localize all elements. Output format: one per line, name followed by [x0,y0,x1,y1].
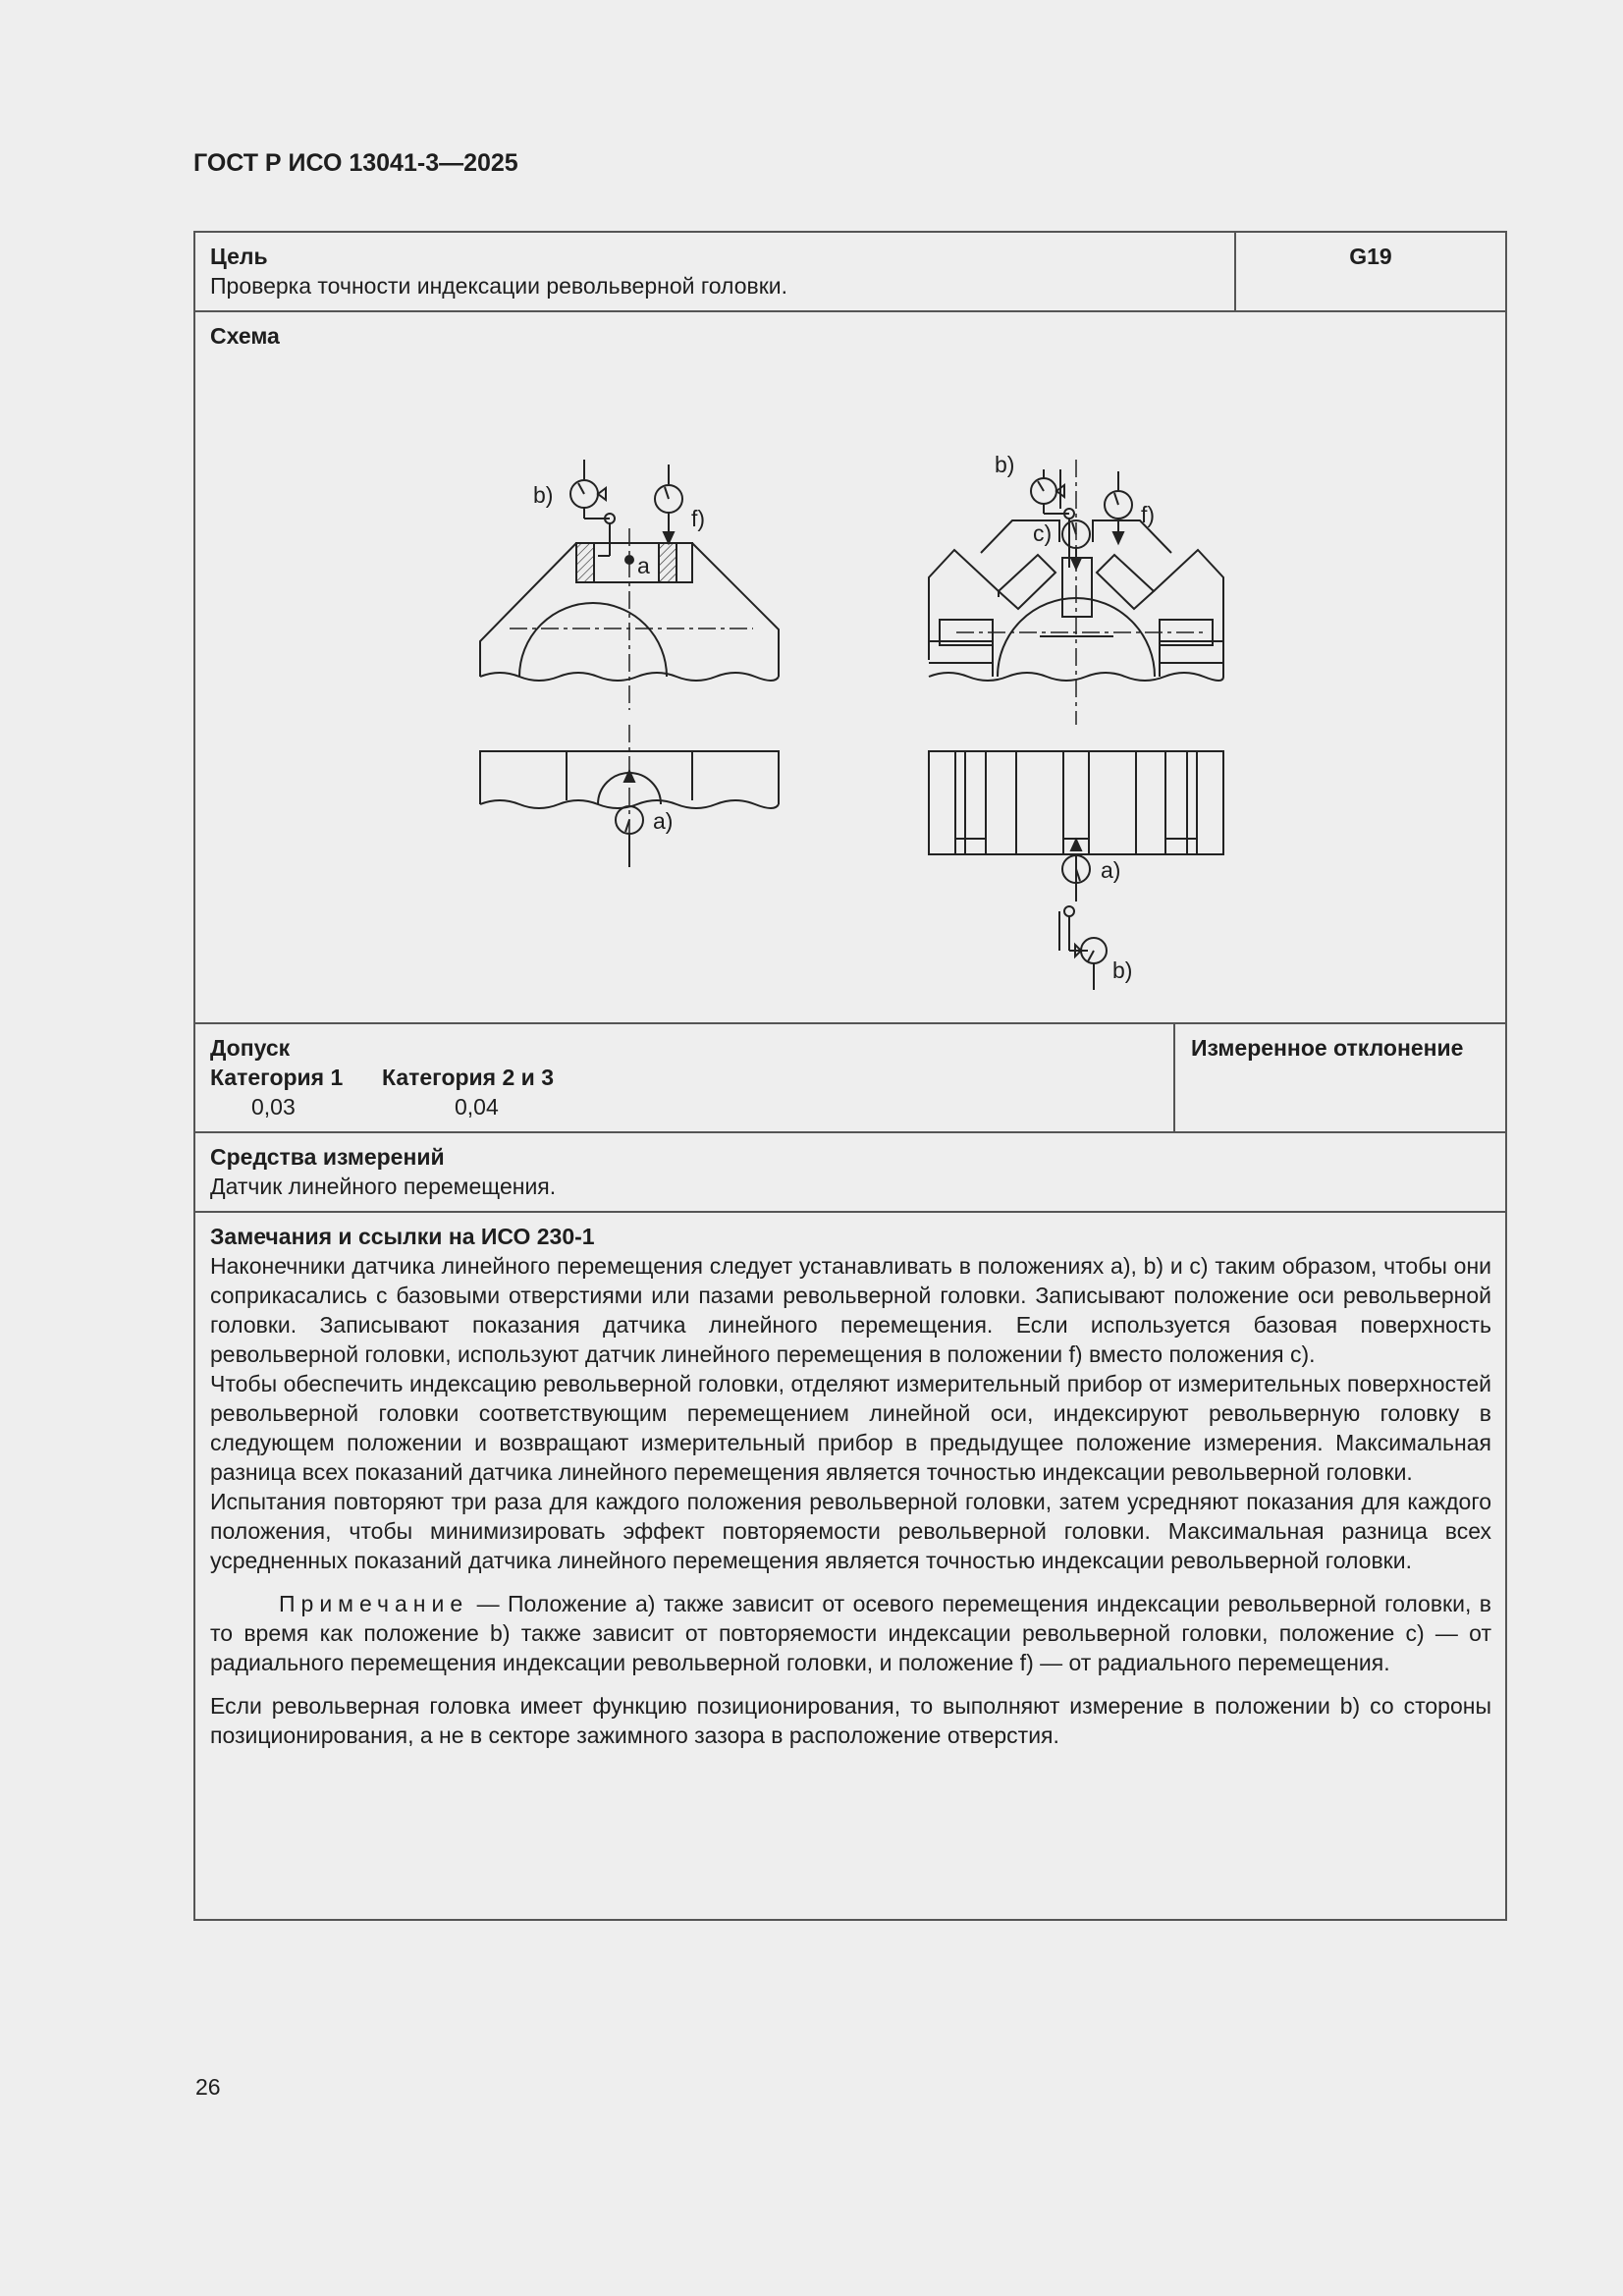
notes-paragraph-1: Наконечники датчика линейного перемещения следует устанавливать в положениях a), b) и c) таким образом, чтобы они соприкасались с базовыми отверстиями или пазами револьверной головки. Записывают положение оси револьверной головки. Записывают показания датчика линейного перемещения. Если используется базовая поверхность револьверной головки, используют датчик линейного перемещения в положении f) вместо положения c). [210,1253,1491,1367]
tolerance-divider [1173,1024,1175,1131]
right-label-f: f) [1141,502,1156,527]
note-word: Примечание [279,1591,469,1616]
test-sheet-table [193,231,1507,1921]
right-label-c: c) [1033,520,1053,546]
scheme-row [195,312,1505,1024]
right-label-b-bottom: b) [1112,957,1133,983]
instruments-text: Датчик линейного перемещения. [210,1174,557,1199]
page-number: 26 [195,2074,221,2100]
tolerance-label: Допуск [210,1035,291,1061]
category-2-3-value: 0,04 [455,1094,499,1120]
right-turret-top [929,460,1223,725]
left-label-f: f) [691,506,706,531]
instruments-label: Средства измерений [210,1144,445,1170]
left-turret-top [480,460,779,710]
goal-row [195,233,1505,312]
left-label-b: b) [533,482,554,508]
notes-final-paragraph: Если револьверная головка имеет функцию позиционирования, то выполняют измерение в положении b) со стороны позиционирования, а не в секторе зажимного зазора в расположение отверстия. [210,1693,1491,1748]
goal-text: Проверка точности индексации револьверной головки. [210,273,788,299]
scheme-drawing [195,312,1505,1022]
document-header: ГОСТ Р ИСО 13041-3—2025 [193,149,518,177]
goal-label: Цель [210,244,268,269]
note-paragraph [210,1589,1491,1677]
measured-deviation-label: Измеренное отклонение [1191,1035,1464,1061]
scheme-label: Схема [210,323,280,349]
right-label-b-top: b) [995,452,1015,477]
left-label-point-a: a [637,553,650,578]
notes-paragraph-2: Чтобы обеспечить индексацию револьверной головки, отделяют измерительный прибор от измерительных поверхностей револьверной головки соответствующим перемещением линейной оси, индексируют револьверную головку в следующем положении и возвращают измерительный прибор в предыдущее положение измерения. Максимальная разница всех показаний датчика линейного перемещения является точностью индексации револьверной головки. [210,1371,1491,1485]
note-text: — Положение a) также зависит от осевого перемещения индексации револьверной головки, в то время как положение b) также зависит от повторяемости индексации револьверной головки, положение c) — от радиального перемещения индексации револьверной головки, и положение f) — от радиального перемещения. [210,1591,1491,1675]
notes-paragraph-3: Испытания повторяют три раза для каждого положения револьверной головки, затем усредняют показания для каждого положения, чтобы минимизировать эффект повторяемости револьверной головки. Максимальная разница всех усредненных показаний датчика линейного перемещения является точностью индексации револьверной головки. [210,1489,1491,1573]
category-2-3-label: Категория 2 и 3 [382,1065,554,1090]
category-1-label: Категория 1 [210,1065,344,1090]
test-code: G19 [1349,244,1392,269]
left-label-a: a) [653,808,674,834]
tolerance-row [195,1024,1505,1133]
category-1-value: 0,03 [251,1094,296,1120]
instruments-row [195,1133,1505,1213]
right-turret-side [929,751,1223,990]
notes-row [195,1213,1505,1919]
left-turret-side [480,725,779,867]
notes-label: Замечания и ссылки на ИСО 230-1 [210,1224,595,1249]
right-label-a: a) [1101,857,1121,883]
